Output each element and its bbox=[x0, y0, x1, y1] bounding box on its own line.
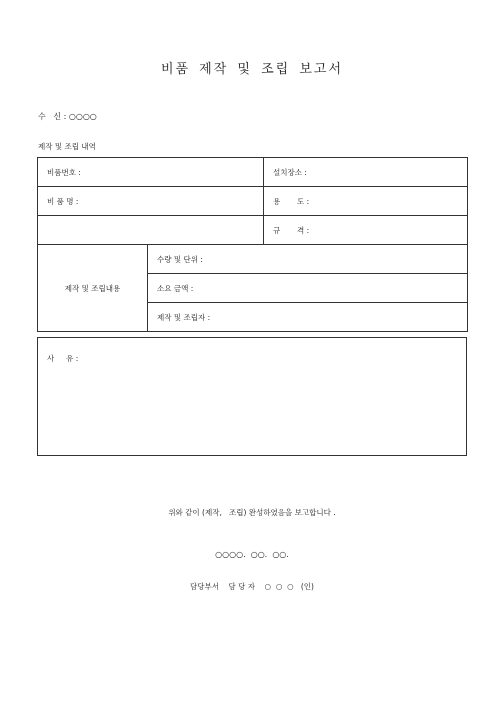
install-location-field: 설치장소 : bbox=[264, 158, 468, 187]
signer-line: 담당부서 담 당 자 ○ ○ ○ (인) bbox=[190, 582, 314, 591]
document-title: 비품 제작 및 조립 보고서 bbox=[160, 62, 344, 77]
date-line: ○○○○. ○○. ○○. bbox=[215, 550, 289, 559]
item-name-field: 비 품 명 : bbox=[38, 187, 264, 216]
table-row bbox=[38, 187, 468, 216]
recipient-line: 수 신 : ○○○○ bbox=[38, 112, 97, 121]
purpose-field: 용 도 : bbox=[264, 187, 468, 216]
details-label: 제작 및 조립내용 bbox=[38, 245, 148, 332]
reason-label: 사 유 : bbox=[47, 354, 79, 363]
details-table bbox=[37, 157, 468, 332]
table-row bbox=[38, 158, 468, 187]
statement: 위와 같이 (제작, 조립) 완성하였음을 보고합니다 . bbox=[168, 508, 336, 517]
section-label: 제작 및 조립 내역 bbox=[38, 142, 96, 151]
specification-field: 규 격 : bbox=[264, 216, 468, 245]
reason-box bbox=[37, 337, 467, 456]
maker-field: 제작 및 조립자 : bbox=[148, 303, 468, 332]
table-row bbox=[38, 245, 468, 274]
item-number-field: 비품번호 : bbox=[38, 158, 264, 187]
table-row bbox=[38, 216, 468, 245]
blank-cell bbox=[38, 216, 264, 245]
cost-field: 소요 금액 : bbox=[148, 274, 468, 303]
quantity-unit-field: 수량 및 단위 : bbox=[148, 245, 468, 274]
